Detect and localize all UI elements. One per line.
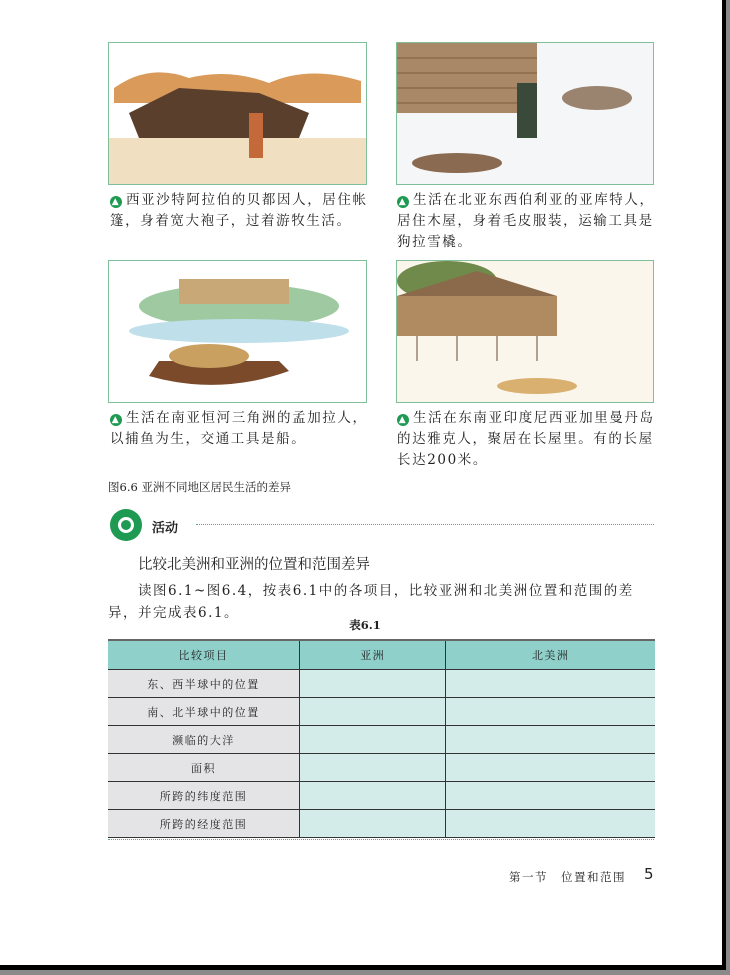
figure-caption-4: ▲ 生活在东南亚印度尼西亚加里曼丹岛的达雅克人，聚居在长屋里。有的长屋长达200米。 [397,410,655,468]
dayak-longhouse-illustration [396,260,654,403]
north-america-cell[interactable] [446,726,655,754]
figure-title: 图6.6 亚洲不同地区居民生活的差异 [108,480,291,494]
activity-label: 活动 [152,521,179,536]
dotted-divider-top [196,524,654,525]
table-row [108,754,655,782]
footer-section: 第一节 位置和范围 [509,870,626,884]
north-america-cell[interactable] [446,810,655,838]
up-arrow-icon: ▲ [111,197,121,207]
row-label: 濒临的大洋 [108,726,300,754]
yakut-sled-illustration [396,42,654,185]
activity-title: 比较北美洲和亚洲的位置和范围差异 [138,557,370,573]
table-row [108,726,655,754]
asia-cell[interactable] [300,698,446,726]
north-america-cell[interactable] [446,670,655,698]
header-item: 比较项目 [108,640,300,670]
table-caption: 表6.1 [349,618,381,632]
table-row [108,810,655,838]
figure-caption-2: ▲ 生活在北亚东西伯利亚的亚库特人，居住木屋，身着毛皮服装，运输工具是狗拉雪橇。 [397,192,655,250]
bengal-boats-illustration [108,260,367,403]
figure-caption-3: ▲ 生活在南亚恒河三角洲的孟加拉人，以捕鱼为生，交通工具是船。 [110,410,368,447]
north-america-cell[interactable] [446,698,655,726]
row-label: 东、西半球中的位置 [108,670,300,698]
activity-instructions: 读图6.1~图6.4，按表6.1中的各项目，比较亚洲和北美洲位置和范围的差异，并完成表6.1。 [108,583,634,621]
up-arrow-icon: ▲ [398,415,408,425]
header-north-america: 北美洲 [446,640,655,670]
table-row [108,782,655,810]
row-label: 面积 [108,754,300,782]
asia-cell[interactable] [300,726,446,754]
activity-icon [110,509,142,541]
header-asia: 亚洲 [300,640,446,670]
table-header-row [108,640,655,670]
dotted-divider-bottom [108,839,654,840]
north-america-cell[interactable] [446,782,655,810]
north-america-cell[interactable] [446,754,655,782]
up-arrow-icon: ▲ [111,415,121,425]
comparison-table [108,639,655,838]
asia-cell[interactable] [300,810,446,838]
page-number: 5 [644,865,654,883]
bedouin-tent-illustration [108,42,367,185]
row-label: 所跨的纬度范围 [108,782,300,810]
up-arrow-icon: ▲ [398,197,408,207]
row-label: 南、北半球中的位置 [108,698,300,726]
table-row [108,698,655,726]
asia-cell[interactable] [300,782,446,810]
row-label: 所跨的经度范围 [108,810,300,838]
figure-caption-1: ▲ 西亚沙特阿拉伯的贝都因人，居住帐篷，身着宽大袍子，过着游牧生活。 [110,192,368,229]
table-row [108,670,655,698]
asia-cell[interactable] [300,754,446,782]
asia-cell[interactable] [300,670,446,698]
